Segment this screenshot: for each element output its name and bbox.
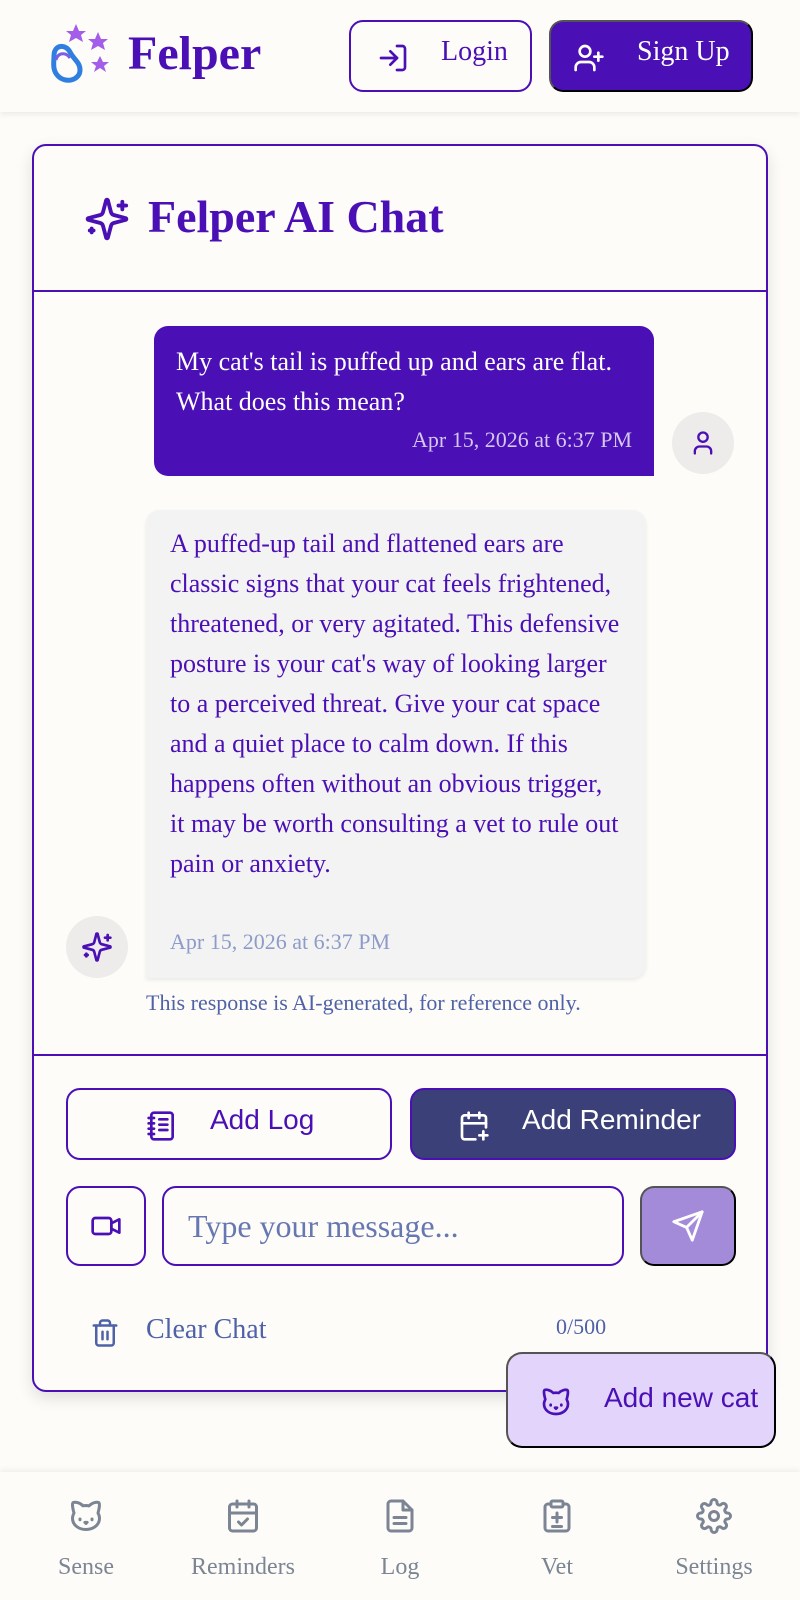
signup-button[interactable] <box>549 20 753 92</box>
user-message-text: My cat's tail is puffed up and ears are flat. What does this mean? <box>176 347 612 416</box>
nav-item-sense[interactable] <box>6 1472 166 1600</box>
ai-message-time: Apr 15, 2026 at 6:37 PM <box>170 929 390 954</box>
gear-icon <box>696 1498 732 1534</box>
felper-logo-icon <box>46 22 112 88</box>
character-counter: 0/500 <box>556 1314 607 1339</box>
nav-item-reminders[interactable] <box>163 1472 323 1600</box>
nav-item-log[interactable] <box>320 1472 480 1600</box>
nav-item-vet[interactable] <box>477 1472 637 1600</box>
login-label: Login <box>441 36 508 67</box>
ai-disclaimer: This response is AI-generated, for reference only. <box>146 990 581 1015</box>
add-new-cat-label: Add new cat <box>604 1382 759 1413</box>
brand-name: Felper <box>128 27 262 80</box>
login-icon <box>377 42 409 74</box>
add-new-cat-button[interactable] <box>506 1352 776 1448</box>
divider <box>34 1054 766 1056</box>
nav-label: Log <box>380 1554 420 1580</box>
nav-label: Sense <box>58 1554 114 1580</box>
user-plus-icon <box>573 42 605 74</box>
nav-label: Reminders <box>191 1554 295 1580</box>
calendar-check-icon <box>225 1498 261 1534</box>
add-log-button[interactable] <box>66 1088 392 1160</box>
user-avatar <box>672 412 734 474</box>
message-input[interactable] <box>162 1186 624 1266</box>
trash-icon <box>90 1318 120 1348</box>
add-reminder-label: Add Reminder <box>522 1104 701 1135</box>
video-upload-button[interactable] <box>66 1186 146 1266</box>
user-message-time: Apr 15, 2026 at 6:37 PM <box>412 427 632 452</box>
sparkles-icon <box>84 196 130 242</box>
ai-message-text: A puffed-up tail and flattened ears are classic signs that your cat feels frightened, threatened, or very agitated. This defensive posture is your cat's way of looking larger to a perceived threat. Give your cat space and a quiet place to calm down. If this happens often without an obvious trigger, it may be worth consulting a vet to rule out pain or anxiety. <box>170 529 620 878</box>
ai-avatar <box>66 916 128 978</box>
user-message-bubble <box>154 326 654 476</box>
calendar-plus-icon <box>458 1110 490 1142</box>
add-reminder-button[interactable] <box>410 1088 736 1160</box>
video-icon <box>90 1210 122 1242</box>
ai-message-bubble <box>146 510 646 978</box>
nav-label: Vet <box>541 1554 573 1580</box>
add-log-label: Add Log <box>210 1104 315 1135</box>
notebook-icon <box>146 1110 178 1142</box>
user-icon <box>689 429 717 457</box>
document-icon <box>382 1498 418 1534</box>
clear-chat-label: Clear Chat <box>146 1314 267 1345</box>
sparkles-icon <box>81 931 113 963</box>
send-button[interactable] <box>640 1186 736 1266</box>
chat-title: Felper AI Chat <box>148 191 444 242</box>
send-icon <box>671 1209 705 1243</box>
signup-label: Sign Up <box>637 36 730 67</box>
clear-chat-button[interactable] <box>90 1308 310 1358</box>
cat-icon <box>68 1498 104 1534</box>
chat-card <box>32 144 768 1392</box>
bottom-nav <box>0 1472 800 1600</box>
nav-item-settings[interactable] <box>634 1472 794 1600</box>
app-header <box>0 0 800 112</box>
login-button[interactable] <box>349 20 532 92</box>
clipboard-medical-icon <box>539 1498 575 1534</box>
cat-icon <box>540 1386 572 1418</box>
nav-label: Settings <box>675 1554 753 1580</box>
chat-card-header <box>34 146 766 292</box>
